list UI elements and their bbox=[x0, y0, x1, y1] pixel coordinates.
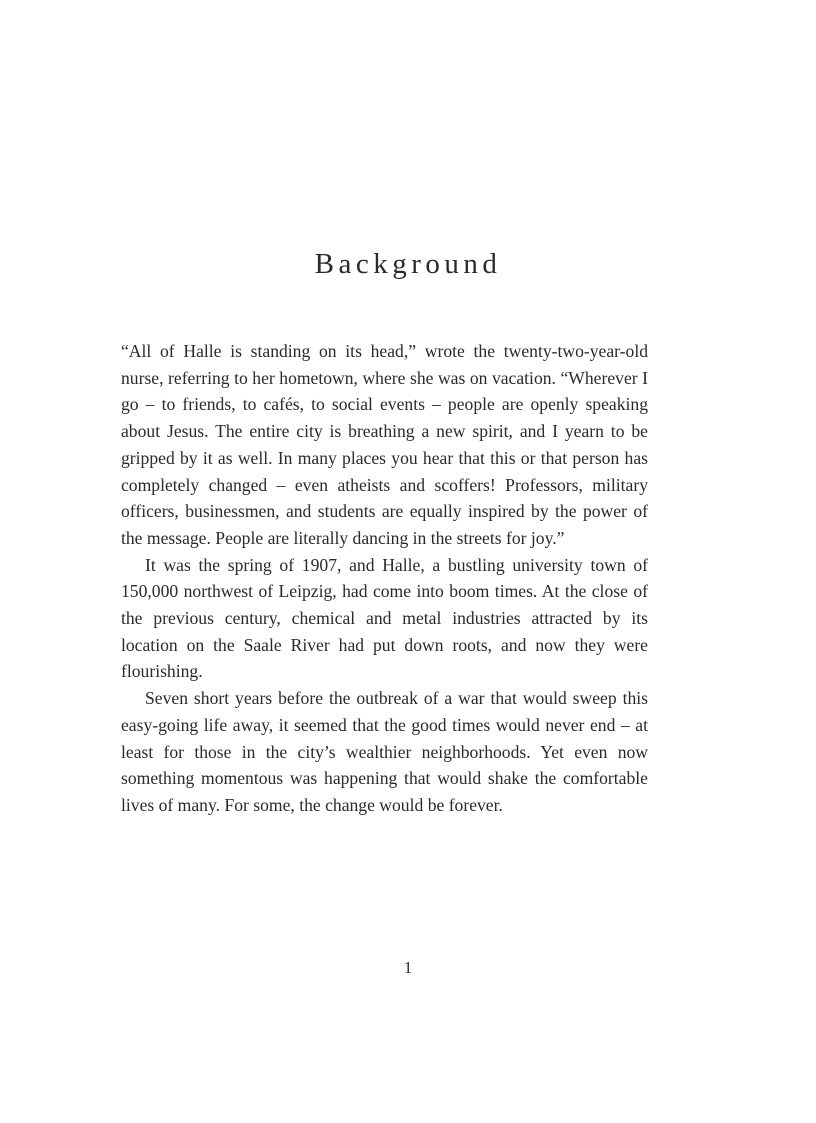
chapter-body bbox=[121, 338, 648, 819]
paragraph-1: “All of Halle is standing on its head,” wrote the twenty-two-year-old nurse, referring to her hometown, where she was on vacation. “Wherever I go – to friends, to cafés, to social events – people are openly speaking about Jesus. The entire city is breathing a new spirit, and I yearn to be gripped by it as well. In many places you hear that this or that person has completely changed – even atheists and scoffers! Professors, military officers, businessmen, and students are equally inspired by the power of the message. People are literally dancing in the streets for joy.” bbox=[121, 341, 648, 548]
paragraph-2: It was the spring of 1907, and Halle, a bustling university town of 150,000 northwest of Leipzig, had come into boom times. At the close of the previous century, chemical and metal industries attracted by its location on the Saale River had put down roots, and now they were flourishing. bbox=[121, 554, 648, 682]
paragraph-3: Seven short years before the outbreak of a war that would sweep this easy-going life away, it seemed that the good times would never end – at least for those in the city’s wealthier neighborhoods. Yet even now something momentous was happening that would shake the comfortable lives of many. For some, the change would be forever. bbox=[121, 688, 648, 815]
chapter-title: Background bbox=[314, 248, 502, 280]
page-number: 1 bbox=[403, 958, 413, 977]
